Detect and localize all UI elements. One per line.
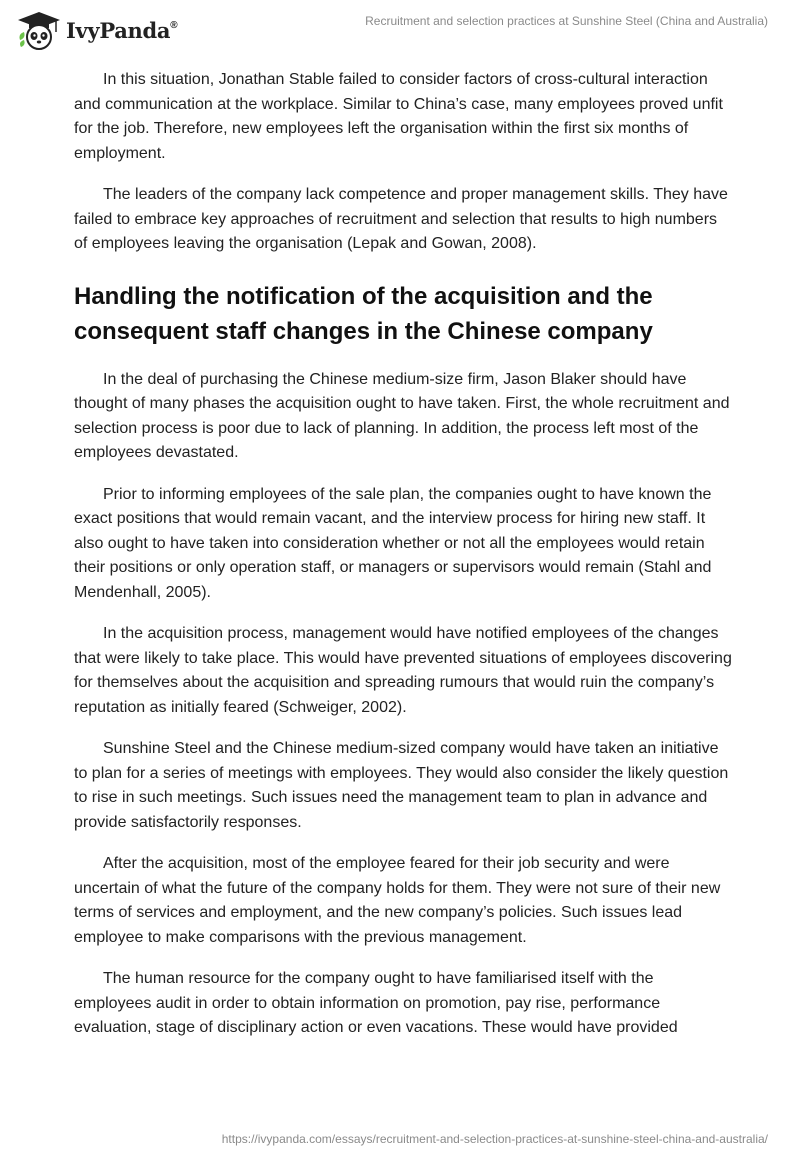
paragraph: In the acquisition process, management would have notified employees of the changes that were likely to take place. This would have prevented situations of employees discovering for themselves about the acquisition and spreading rumours that would ruin the company’s reputation as initially feared (Schweiger, 2002). <box>74 625 732 716</box>
brand-text: IvyPanda <box>66 17 171 43</box>
essay-body <box>74 68 734 1058</box>
paragraph: The human resource for the company ought to have familiarised itself with the employees audit in order to obtain information on promotion, pay rise, performance evaluation, stage of disciplinary action or even vacations. These would have provided <box>74 970 678 1036</box>
brand-name <box>66 18 177 43</box>
paragraph: Sunshine Steel and the Chinese medium-sized company would have taken an initiative to plan for a series of meetings with employees. They would also consider the likely question to rise in such meetings. Such issues need the management team to plan in advance and provide satisfactorily responses. <box>74 740 729 831</box>
source-url[interactable]: https://ivypanda.com/essays/recruitment-and-selection-practices-at-sunshine-steel-china-and-australia/ <box>221 1132 768 1146</box>
paragraph: The leaders of the company lack competence and proper management skills. They have failed to embrace key approaches of recruitment and selection that results to high numbers of employees leaving the organisation (Lepak and Gowan, 2008). <box>74 186 728 252</box>
running-title: Recruitment and selection practices at Sunshine Steel (China and Australia) <box>365 14 768 28</box>
registered-mark: ® <box>170 19 178 31</box>
paragraph: In the deal of purchasing the Chinese medium-size firm, Jason Blaker should have thought of many phases the acquisition ought to have taken. First, the whole recruitment and selection process is poor due to lack of planning. In addition, the process left most of the employees devastated. <box>74 370 730 461</box>
ivypanda-logo[interactable] <box>16 10 177 50</box>
paragraph: In this situation, Jonathan Stable failed to consider factors of cross-cultural interaction and communication at the workplace. Similar to China’s case, many employees proved unfit for the job. Therefore, new employees left the organisation within the first six months of employment. <box>74 71 723 162</box>
paragraph: After the acquisition, most of the employee feared for their job security and were uncertain of what the future of the company holds for them. They were not sure of their new terms of services and employment, and the new company’s policies. Such issues lead employee to make comparisons with the previous management. <box>74 855 721 946</box>
page-header <box>0 0 800 60</box>
panda-graduate-logo-icon <box>16 10 62 50</box>
section-heading: Handling the notification of the acquisition and the consequent staff changes in the Chinese company <box>74 282 653 345</box>
paragraph: Prior to informing employees of the sale plan, the companies ought to have known the exact positions that would remain vacant, and the interview process for hiring new staff. It also ought to have taken into consideration whether or not all the employees would retain their positions or only operation staff, or managers or supervisors would remain (Stahl and Mendenhall, 2005). <box>74 485 712 601</box>
